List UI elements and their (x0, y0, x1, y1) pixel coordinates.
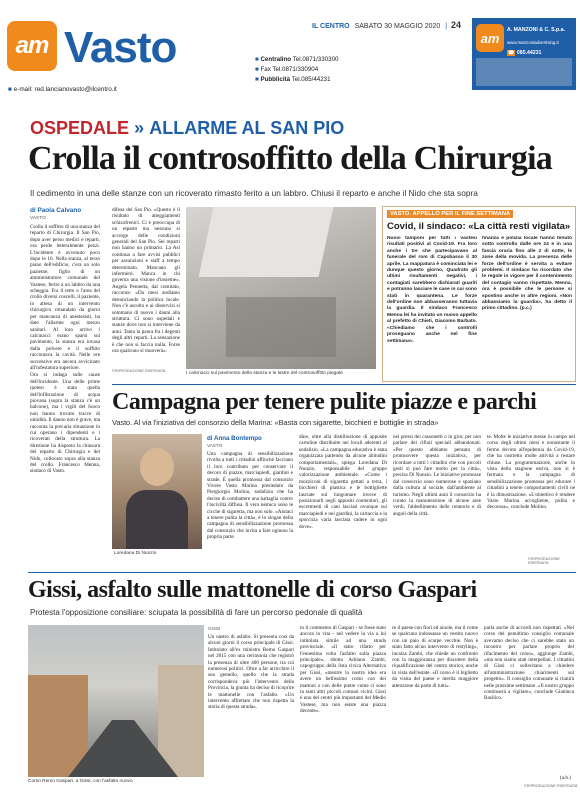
story3-col4: parla anche di accordi non rispettati. «Nel corso del penultimo consiglio comunale avevamo deciso che ci sarebbe stato un incontro per parlare proprio del rifacimento del corso», aggiunge Zambi, «ma non siamo stati interpellati. I cittadini di Gissi ci sollecitano a chiedere all'amministrazione chiarimenti sul progetto». Il consiglio comunale si riunirà nelle prossime settimane. «Il nostro gruppo continuerà a vigilare», conclude Gianluca Basilico. (484, 625, 574, 702)
story3-place: GISSI (208, 626, 221, 631)
story3-col2: to il commento di Gaspari - se fosse stato ancora in vita - nel vedere la via a lui intitolata simile ad una strada provinciale. «Il stato rifatto per l'ennesima volta l'asfalto sulla piazza principale», sbotta Adriano Zambi, capogruppo della lista civica Alternativa per Gissi, «mentre la nostra idea era avere un bellissimo corso con dei mattoni o con delle pietre come ci sono in tanti altri piccoli comuni vicini. Gissi è uno dei centri più importanti del Medio Vastese, ma non esiste una piazza decente». (300, 625, 386, 715)
masthead (0, 0, 580, 97)
phone-icon: ☎ (508, 50, 515, 56)
story3-col3: re il paese con fiori ed aiuole, ma il come se qualcuno indossasse un vestito nuovo con un paio di scarpe vecchie. Non è stato fatto alcun intervento di restyling», incalza Zambi, che chiede un confronto con la maggioranza per discutere della riqualificazione del centro storico, anche in vista dell'estate. «Il corso è il biglietto da visita del paese e merita maggiore attenzione da parte di tutti». (392, 625, 478, 689)
story1-credit: ©RIPRODUZIONE RISERVATA (112, 369, 166, 373)
phone-row: ■ Centralino Tel.0871/330300 (255, 56, 339, 63)
story3-photo-caption: Corso Remo Gaspari, a Gissi, con l'asfalto nuovo (28, 779, 133, 784)
email-address: red.lancianovasto@ilcentro.it (34, 86, 117, 93)
ad-phone: ☎ 085.44231 (508, 50, 542, 56)
city-title: Vasto (64, 23, 177, 72)
logo-letters: am (15, 32, 49, 59)
sidebar-box (382, 206, 576, 382)
story3-signature: (a.b.) (560, 775, 571, 781)
phone-row: ■ Fax Tel.0871/330904 (255, 66, 319, 73)
sidebar-col1: Nuovi tamponi per tutti i vastesi risultati positivi al Covid-19. Fra loro anche i tre che partecipavano al funerale del rom di Capobasso il 30 aprile. La mappatura è cominciata lei e dunque questo giorno, Quadrato gli ultimi risultamenti negativi, i contagiati sarebbero dichiarati guariti e potranno lasciare le case in cui sono stati in quarantena. Le forze dell'ordine non abbasseranno tuttavia la guardia. Il sindaco Francesco Menna lei ha invitato un nuovo appello al prefetto di Chieti, Giacomo Barbato. «Chiediamo che i controlli proseguano anche nel fine settimana». (387, 236, 477, 344)
ad-image (476, 58, 572, 86)
ad-site: www.manzoniadvertising.it (507, 40, 559, 45)
paper-name: IL CENTRO (312, 23, 350, 30)
sidebar-col2: finanza e polizia locale hanno tenuto sotto controllo dalle ore 24 e in una fascia oraria fino alle 2 di notte, le zone della movida. La presenza delle forze dell'ordine è servita a evitare problemi. Il sindaco ha ricordato che le regole in vigore per il contenimento del contagio vanno rispettate. Menna, ora è possibile che le persone si spostino anche in altre regioni. «Non abbassiamo la guardia», ha detto il primo cittadino. (p.c.) (482, 236, 572, 312)
story1-col2: difesa del San Pio. «Questo è il risultato di atteggiamenti schizofrenici. Ci è preoccupa di un reparto ma nessuno si accorge delle condizioni generali del San Pio. Sei reparti non hanno un primario. La Asl continua a fare avvisi pubblici per assunzioni e staff a tempo determinato. Mancano gli infermieri. Manca in chi governa una visione d'insieme». Angela Pennetta, dal comitato, racconta: «Da mesi andiamo denunciando la politica locale. Non c'è ascolto e ai disservizi si sommano di nuovo i danni alla struttura. Ci sono ospedali e stanze dove non si interviene da anni. Tanta la paura fra i degenti degli altri reparti. La sensazione è che non si faccia nulla. Forse ora qualcuno si muoverà». (112, 207, 180, 354)
masthead-logo (7, 21, 57, 71)
story1-photo-caption: I calcinacci sul pavimento della stanza e le lastre del controsoffitto piegate (186, 371, 343, 376)
story2-col3: nei pressi dei cassonetti o in giro; per non parlare dei rifiuti speciali abbandonati. «Per questo abbiamo pensato di promuovere questa iniziativa, per ricordare a tutti i cittadini che con piccoli gesti si può fare molto per la città», precisa Di Nunzio. Le iniziative promosse dal consorzio sono numerose e spaziano dalla cultura al sociale, dall'ambiente al turismo. Negli ultimi anni il consorzio ha curato la manutenzione di alcune aree verdi, l'abbellimento delle rotatorie e di angoli della città. (393, 434, 481, 517)
story3-subhead: Protesta l'opposizione consiliare: sciupata la possibilità di fare un percorso pedonale di qualità (30, 608, 363, 617)
email-icon: ■ (8, 86, 12, 93)
story2-col2: dine, oltre alla distribuzione di apposite cartoline distribuite nei locali aderenti al sodalizio. «La campagna educativa è stata organizzata partendo da alcune abitudini comportamentali», spiega Loredana Di Nunzio, responsabile del gruppo valorizzazione ambientale. «Come i mozziconi di sigaretta gettati a terra, i bicchieri di plastica e le bottigliette lasciate sul lungomare invece di posizionarli negli appositi contenitori, gli escrementi di cani lasciati ovunque sui marciapiedi e nei giardini, la cartaccia e la sporcizia varia lasciata cadere in ogni dove». (299, 434, 387, 530)
kicker-separator: » (134, 118, 145, 138)
date: SABATO 30 MAGGIO 2020 (354, 23, 441, 30)
story3-col1: Un nastro di asfalto. Si presenta così da alcuni giorni il corso principale di Gissi. Intitolato all'ex ministro Remo Gaspari nel 2015 con una cerimonia che registrò la presenza di oltre 400 persone, tra cui numerosi politici. Oltre a far arricchire il suo gemello, quello che la strada corrispondeva più l'intervento della Provincia, la giunta ha deciso di ricoprire le mattonelle con l'asfalto. «Un intervento affrettato che non rispetta la storia di questa strada». (208, 634, 294, 711)
story2-subhead: Vasto. Al via l'iniziativa del consorzio della Marina: «Basta con sigarette, bicchieri e bottiglie in strada» (112, 418, 439, 427)
email-line: ■ e-mail: red.lancianovasto@ilcentro.it (8, 86, 117, 93)
page-number: 24 (451, 20, 462, 30)
phone-row: ■ Pubblicità Tel.085/44231 (255, 76, 331, 83)
story1-headline: Crolla il controsoffitto della Chirurgia (28, 140, 552, 177)
sidebar-tag: VASTO. APPELLO PER IL FINE SETTIMANA (387, 210, 513, 218)
story2-credit: ©RIPRODUZIONE RISERVATA (528, 557, 560, 565)
story3-photo (28, 625, 204, 777)
ad-logo: am (476, 24, 504, 52)
story1-place: VASTO (30, 216, 46, 221)
ad-box (472, 18, 576, 90)
story3-credit: ©RIPRODUZIONE RISERVATA (524, 784, 578, 788)
kicker-rest: ALLARME AL SAN PIO (149, 118, 345, 138)
story1-subhead: Il cedimento in una delle stanze con un ricoverato rimasto ferito a un labbro. Chiusi il reparto e anche il Nido che sta sopra (30, 188, 478, 198)
story2-photo (112, 434, 202, 549)
sidebar-title: Covid, il sindaco: «La città resti vigilata» (387, 221, 571, 232)
story1-kicker (30, 118, 344, 139)
story2-col1: Una campagna di sensibilizzazione rivolta a tutti i cittadini affinché facciano il loro contributo per conservare il decoro di piazze, marciapiedi, giardini e strade. È quella promossa dal consorzio Vivere Vasto Marina presieduto da Piergiorgio Molino, sodalizio che ha deciso di combattere una battaglia contro l'inciviltà diffusa. Il vero nemico sono le cicche di sigaretta, ma non solo. «Aiutaci a tenere pulita la città», è lo slogan della campagna di sensibilizzazione promossa dal consorzio che invita a fare ognuno la propria parte. (207, 451, 293, 541)
story2-place: VASTO (207, 443, 223, 448)
story3-headline: Gissi, asfalto sulle mattonelle di corso Gaspari (28, 577, 477, 603)
phone-list (255, 55, 338, 85)
story2-byline: di Anna Bontempo (207, 435, 262, 442)
kicker-red: OSPEDALE (30, 118, 130, 138)
story2-headline: Campagna per tenere pulite piazze e parchi (112, 389, 537, 415)
story2-col4: te. Molte le iniziative messe in campo nel corso degli ultimi mesi e nonostante il fermo dovuto all'epidemia da Covid-19, che ha costretto molte attività a restare chiuse. La programmazione, anche in vista della stagione estiva, non si è fermata e la campagna di sensibilizzazione promossa per educare i cittadini a tenere comportamenti civili ne è la dimostrazione. «L'obiettivo è rendere Vasto Marina accogliente, pulita e decorosa», conclude Molino. (487, 434, 575, 511)
ad-company: A. MANZONI & C. S.p.a. (507, 27, 565, 33)
divider (28, 572, 576, 573)
story1-photo (186, 207, 376, 369)
folio: IL CENTRO SABATO 30 MAGGIO 2020 | 24 (312, 20, 462, 30)
story2-photo-caption: Loredana Di Nunzio (114, 551, 157, 556)
divider (112, 384, 576, 385)
story1-byline: di Paola Calvano (30, 207, 82, 214)
story1-col1: Crolla il soffitto di una stanza del reparto di Chirurgia. Il San Pio, dopo aver perso medici e reparti, ora perde letteralmente pezzi. L'incidente è avvenuto poco dopo le 16. Nella stanza, al terzo piano dell'edificio, c'era un solo paziente, figlio di un amministratore comunale del Vastese, ferito a un labbro da una scheggia. Fra il tetto e l'area del crollo diversi cuscelli, il paziente, in attesa di un intervento chirurgico rimandato da giorni per mancanza di anestesisti, ha dato l'allarme ogni mezzo sanitari. Al loro arrivo i calcinacci erano sparsi sul pavimento, la stanza era invasa dalla polvere e il soffitto raccontava la cavità. Nelle ore successive era ancora avvicinato all'infestatura superiore. Ora si indaga sulle cause dell'incidente. Una delle prime ipotesi è stata quella dell'infiltrazione di acqua piovana (sopra la stanza c'è un balcone), ma i vigili del fuoco non hanno trovato tracce di umidità. Il danno non è grave, ma racconta la precaria situazione in cui operano i dipendenti e i ricoverati della struttura. La direzione ha disposto la chiusura del reparto di Chirurgia e del Nido, collocato sopra alla stanza del crollo. Francesco Menna, sindaco di Vasto. (30, 224, 100, 475)
